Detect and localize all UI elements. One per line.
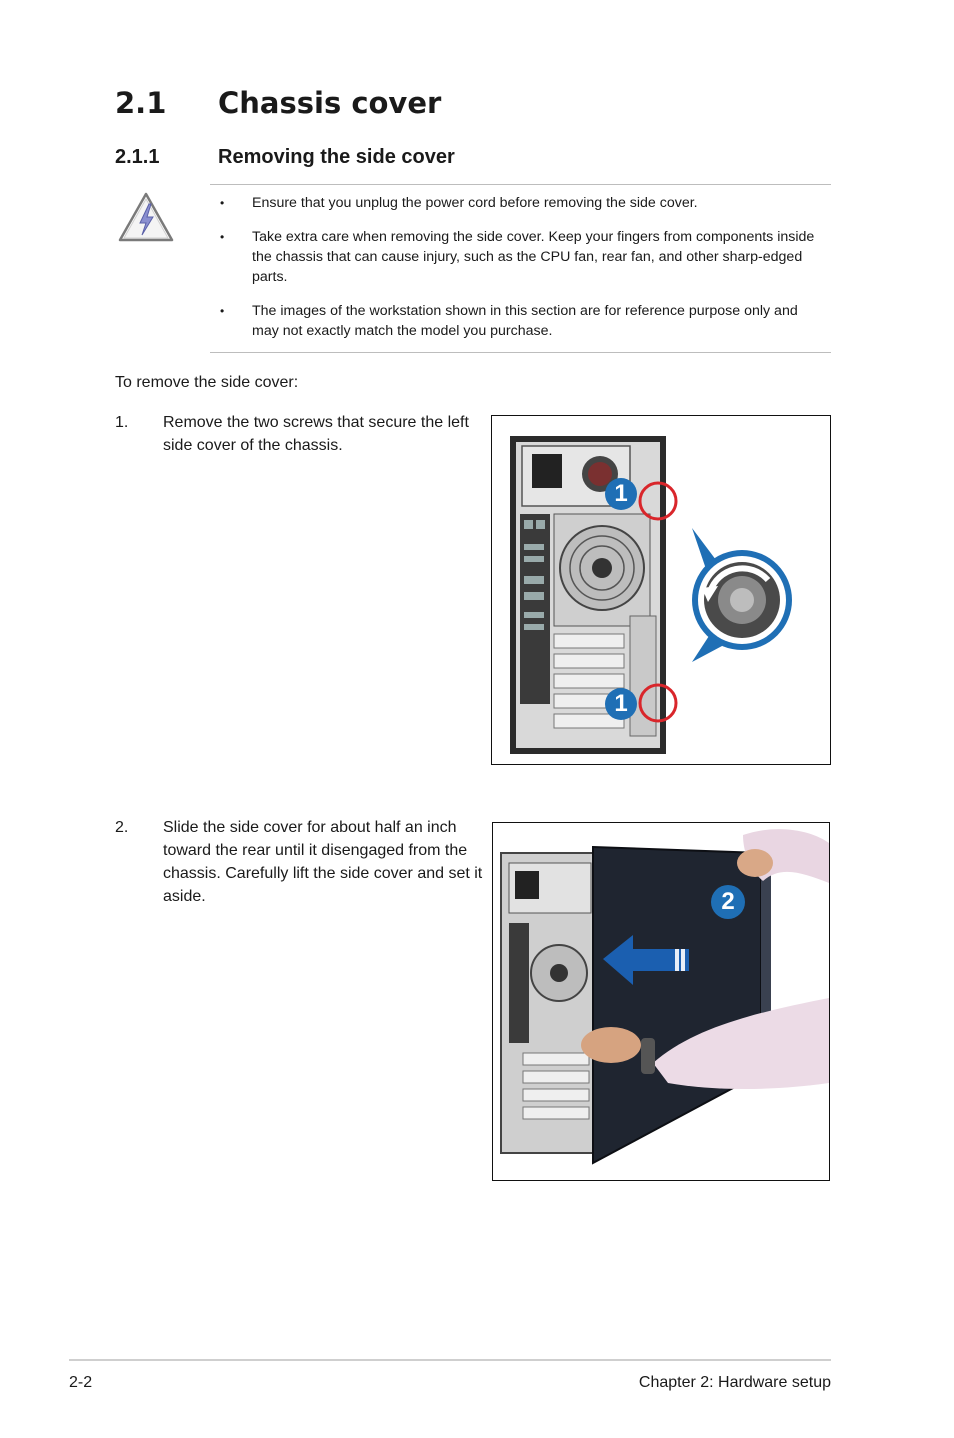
intro-text: To remove the side cover: — [115, 374, 299, 391]
subsection-number: 2.1.1 — [115, 146, 160, 168]
warning-item: • Take extra care when removing the side cover. Keep your fingers from components inside the chassis that can cause injury, such as the CPU fan, rear fan, and other sharp-edged parts. — [220, 229, 815, 285]
callout-badge: 2 — [711, 885, 745, 919]
step-number: 2. — [115, 819, 129, 836]
section-title: Chassis cover — [218, 86, 442, 120]
warning-item: • The images of the workstation shown in this section are for reference purpose only and may not exactly match the model you purchase. — [220, 303, 798, 339]
figure-slide-cover — [492, 822, 830, 1181]
callout-badge: 1 — [605, 478, 637, 510]
figure-remove-screws — [491, 415, 831, 765]
warning-icon — [116, 190, 176, 246]
callout-badge: 1 — [605, 688, 637, 720]
warning-item: • Ensure that you unplug the power cord before removing the side cover. — [220, 195, 698, 211]
chapter-label: Chapter 2: Hardware setup — [638, 1374, 831, 1391]
step-text: Remove the two screws that secure the left side cover of the chassis. — [163, 414, 469, 454]
footer-rule — [69, 1359, 831, 1361]
slide-cover-illustration — [493, 823, 829, 1180]
step-number: 1. — [115, 414, 129, 431]
page-number: 2-2 — [69, 1374, 93, 1391]
warning-list — [210, 193, 820, 355]
subsection-title: Removing the side cover — [218, 146, 455, 168]
chassis-rear-illustration — [492, 416, 830, 764]
warning-top-rule — [210, 184, 831, 185]
warning-bottom-rule — [210, 352, 831, 353]
section-number: 2.1 — [115, 86, 167, 120]
step-text: Slide the side cover for about half an inch toward the rear until it disengaged from the chassis. Carefully lift the side cover and set it aside. — [163, 819, 483, 905]
